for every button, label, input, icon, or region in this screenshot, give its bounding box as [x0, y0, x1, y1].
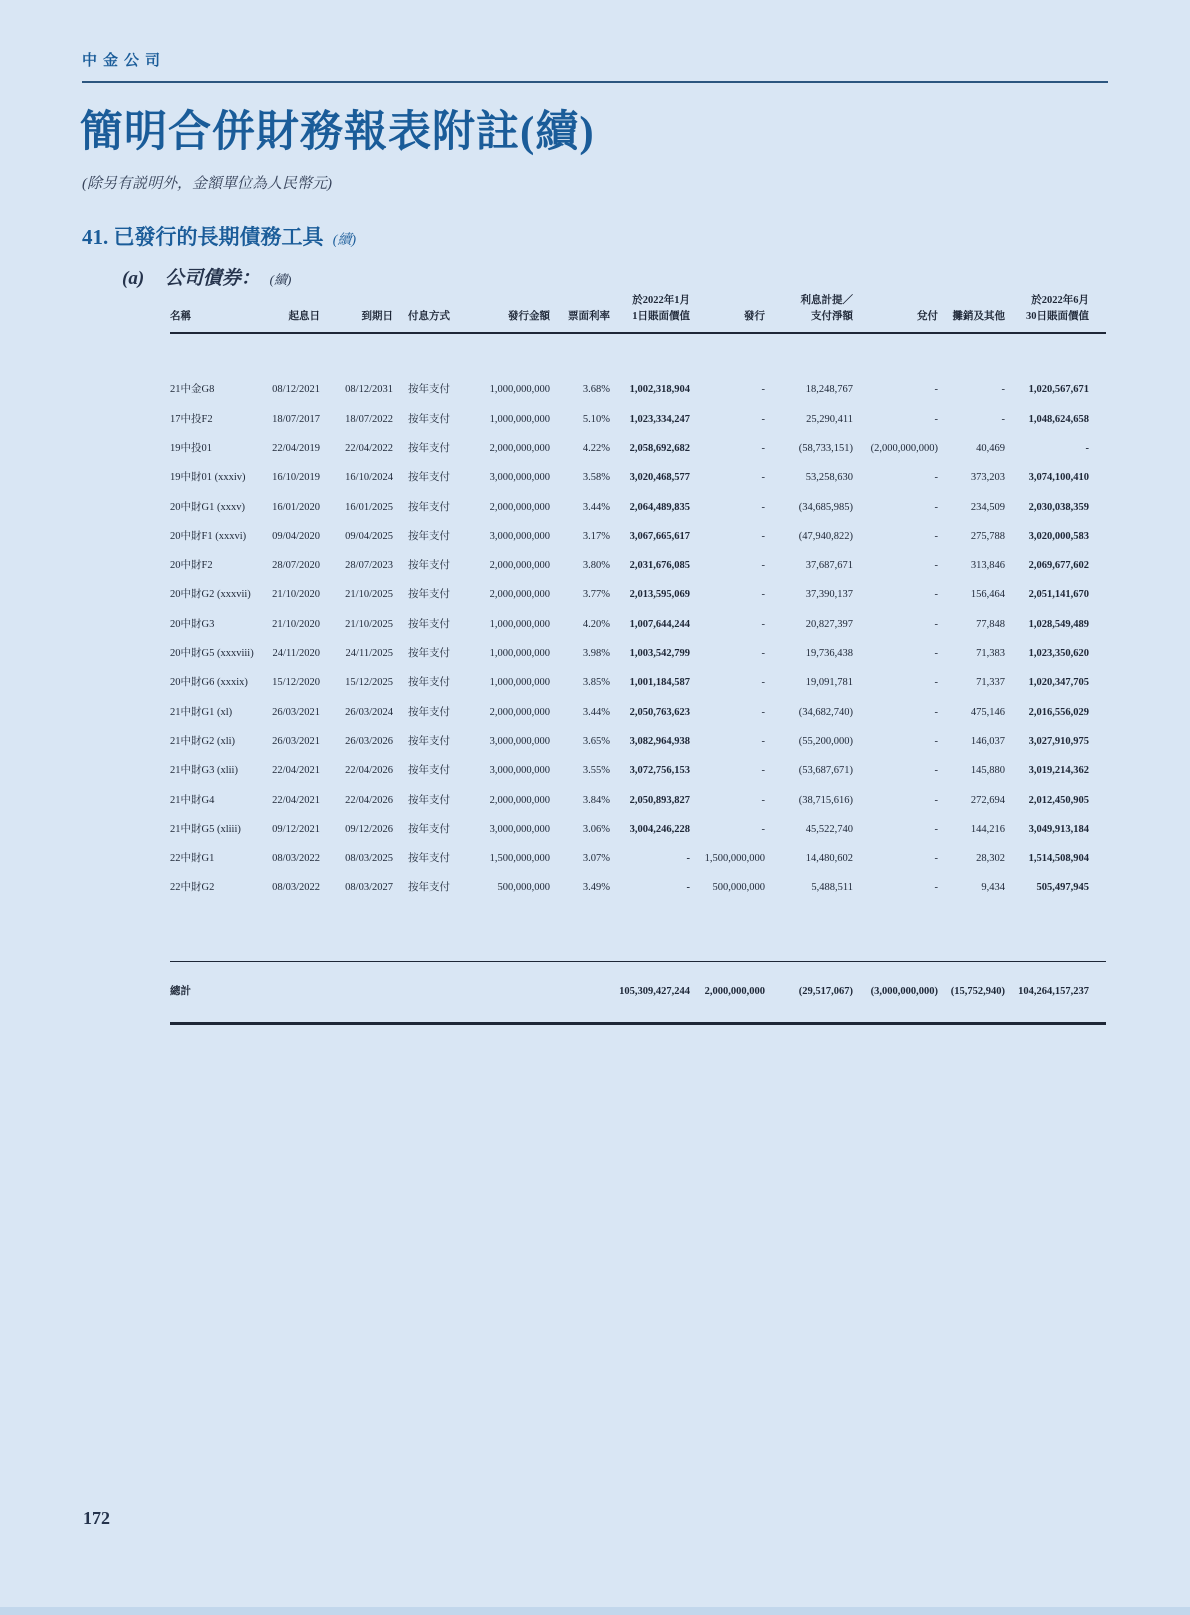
- table-cell: 按年支付: [408, 706, 450, 718]
- table-cell: -: [761, 794, 765, 806]
- column-header-line2: 攤銷及其他: [952, 311, 1005, 322]
- table-cell: 1,000,000,000: [489, 618, 550, 630]
- table-cell: 08/03/2025: [345, 853, 393, 865]
- table-cell: -: [934, 501, 938, 513]
- table-cell: 3.98%: [582, 648, 610, 660]
- table-cell: 16/01/2025: [345, 501, 393, 513]
- table-cell: 22/04/2019: [272, 442, 320, 454]
- table-cell: 26/03/2024: [345, 706, 393, 718]
- column-header-line2: 1日賬面價值: [632, 311, 690, 322]
- table-cell: -: [761, 560, 765, 572]
- table-cell: 2,000,000,000: [489, 501, 550, 513]
- table-cell: 26/03/2021: [272, 706, 320, 718]
- column-header: [266, 293, 320, 333]
- table-cell: 按年支付: [408, 501, 450, 513]
- table-row: [170, 464, 1106, 493]
- table-cell: 500,000,000: [497, 882, 550, 894]
- column-header-line2: 30日賬面價值: [1026, 311, 1089, 322]
- table-cell: 28/07/2020: [272, 560, 320, 572]
- table-cell: 1,007,644,244: [629, 618, 690, 630]
- table-cell: 20中財G3: [170, 618, 215, 630]
- column-header-line1: 於2022年6月: [1031, 295, 1089, 306]
- table-cell: 26/03/2021: [272, 735, 320, 747]
- table-cell: 28,302: [976, 853, 1005, 865]
- table-cell: 3,000,000,000: [489, 823, 550, 835]
- table-cell: 按年支付: [408, 472, 450, 484]
- table-cell: 145,880: [970, 765, 1005, 777]
- table-cell: -: [934, 765, 938, 777]
- table-cell: 20中財G1 (xxxv): [170, 501, 245, 513]
- table-cell: 2,030,038,359: [1028, 501, 1089, 513]
- table-cell: 按年支付: [408, 413, 450, 425]
- table-cell: 按年支付: [408, 765, 450, 777]
- table-cell: -: [934, 589, 938, 601]
- table-cell: 15/12/2025: [345, 677, 393, 689]
- table-cell: 475,146: [970, 706, 1005, 718]
- table-cell: 3,074,100,410: [1028, 472, 1089, 484]
- table-cell: 按年支付: [408, 530, 450, 542]
- column-header: [938, 293, 1005, 333]
- total-cell: [266, 962, 320, 1024]
- table-cell: 18/07/2022: [345, 413, 393, 425]
- table-cell: 08/03/2022: [272, 853, 320, 865]
- table-cell: -: [1085, 442, 1089, 454]
- column-header: [170, 293, 266, 333]
- table-cell: 3.80%: [582, 560, 610, 572]
- table-cell: 3.17%: [582, 530, 610, 542]
- table-row: [170, 493, 1106, 522]
- table-cell: -: [934, 706, 938, 718]
- table-row: [170, 845, 1106, 874]
- table-cell: 313,846: [970, 560, 1005, 572]
- table-cell: 25,290,411: [806, 413, 853, 425]
- column-header: [478, 293, 550, 333]
- table-cell: 22/04/2026: [345, 794, 393, 806]
- table-cell: 3,004,246,228: [629, 823, 690, 835]
- table-cell: 18/07/2017: [272, 413, 320, 425]
- table-cell: -: [934, 882, 938, 894]
- table-cell: 3.06%: [582, 823, 610, 835]
- table-cell: 21/10/2020: [272, 589, 320, 601]
- table-cell: 28/07/2023: [345, 560, 393, 572]
- section-continued-label: (續): [332, 233, 357, 248]
- table-cell: 2,050,763,623: [629, 706, 690, 718]
- table-cell: 1,001,184,587: [629, 677, 690, 689]
- total-cell: (15,752,940): [938, 962, 1005, 1024]
- table-cell: 77,848: [976, 618, 1005, 630]
- table-cell: 1,028,549,489: [1028, 618, 1089, 630]
- table-cell: 1,003,542,799: [629, 648, 690, 660]
- column-header-line2: 起息日: [288, 311, 320, 322]
- table-cell: 3.84%: [582, 794, 610, 806]
- table-row: [170, 581, 1106, 610]
- table-cell: 按年支付: [408, 853, 450, 865]
- table-cell: 3.55%: [582, 765, 610, 777]
- table-row: [170, 333, 1106, 405]
- table-cell: 2,000,000,000: [489, 589, 550, 601]
- table-cell: 19中投01: [170, 442, 212, 454]
- table-cell: -: [686, 882, 690, 894]
- table-cell: -: [761, 765, 765, 777]
- table-cell: 按年支付: [408, 735, 450, 747]
- total-cell: 104,264,157,237: [1005, 962, 1106, 1024]
- table-cell: -: [934, 618, 938, 630]
- table-cell: 2,000,000,000: [489, 794, 550, 806]
- table-cell: 3,000,000,000: [489, 735, 550, 747]
- table-cell: 18,248,767: [805, 384, 853, 396]
- table-cell: 24/11/2020: [272, 648, 320, 660]
- table-cell: 22中財G2: [170, 882, 215, 894]
- column-header-line2: 到期日: [361, 311, 393, 322]
- total-label: 總計: [170, 962, 266, 1024]
- table-cell: 16/10/2024: [345, 472, 393, 484]
- table-cell: -: [761, 501, 765, 513]
- table-row: [170, 669, 1106, 698]
- page-subtitle: (除另有説明外，金額單位為人民幣元): [82, 176, 332, 192]
- column-header: [550, 293, 610, 333]
- column-header-line2: 付息方式: [408, 311, 450, 322]
- table-cell: 按年支付: [408, 794, 450, 806]
- table-row: [170, 698, 1106, 727]
- table-cell: 20中財G5 (xxxviii): [170, 648, 254, 660]
- total-cell: [478, 962, 550, 1024]
- subsection-heading: [122, 263, 291, 290]
- table-cell: 5.10%: [582, 413, 610, 425]
- table-cell: 21/10/2025: [345, 589, 393, 601]
- table-cell: 3.58%: [582, 472, 610, 484]
- table-cell: 20中財F2: [170, 560, 213, 572]
- table-cell: 按年支付: [408, 677, 450, 689]
- table-total-row: [170, 962, 1106, 1024]
- table-cell: 3,019,214,362: [1028, 765, 1089, 777]
- table-cell: 2,013,595,069: [629, 589, 690, 601]
- table-cell: (55,200,000): [798, 735, 853, 747]
- table-cell: 09/12/2026: [345, 823, 393, 835]
- page-title: 簡明合併財務報表附註(續): [80, 109, 595, 156]
- table-cell: -: [1001, 413, 1005, 425]
- table-cell: 20中財F1 (xxxvi): [170, 530, 247, 542]
- table-cell: 71,337: [976, 677, 1005, 689]
- table-cell: 144,216: [970, 823, 1005, 835]
- table-cell: -: [934, 648, 938, 660]
- table-cell: -: [934, 413, 938, 425]
- table-cell: -: [761, 413, 765, 425]
- table-cell: 5,488,511: [811, 882, 853, 894]
- table-cell: 15/12/2020: [272, 677, 320, 689]
- table-cell: -: [934, 794, 938, 806]
- table-cell: 22中財G1: [170, 853, 215, 865]
- table-cell: -: [934, 530, 938, 542]
- column-header: [610, 293, 690, 333]
- table-cell: 按年支付: [408, 442, 450, 454]
- table-cell: 按年支付: [408, 882, 450, 894]
- table-cell: -: [761, 472, 765, 484]
- table-cell: 505,497,945: [1036, 882, 1089, 894]
- table-cell: 21中財G2 (xli): [170, 735, 236, 747]
- column-header-line2: 發行金額: [508, 311, 550, 322]
- table-cell: 16/01/2020: [272, 501, 320, 513]
- table-cell: 09/04/2025: [345, 530, 393, 542]
- table-cell: -: [934, 823, 938, 835]
- table-cell: 1,500,000,000: [489, 853, 550, 865]
- table-cell: (38,715,616): [798, 794, 853, 806]
- table-cell: -: [761, 735, 765, 747]
- table-cell: 3.49%: [582, 882, 610, 894]
- table-gap-row: [170, 903, 1106, 962]
- subsection-title: 公司債券：: [164, 268, 260, 289]
- section-number: 41.: [82, 225, 109, 249]
- table-cell: 26/03/2026: [345, 735, 393, 747]
- column-header: [853, 293, 938, 333]
- table-cell: 14,480,602: [805, 853, 853, 865]
- table-row: [170, 757, 1106, 786]
- table-cell: 1,002,318,904: [629, 384, 690, 396]
- table-cell: 1,000,000,000: [489, 413, 550, 425]
- column-header-line1: 利息計提／: [800, 295, 853, 306]
- table-cell: 2,000,000,000: [489, 560, 550, 572]
- table-cell: (2,000,000,000): [870, 442, 938, 454]
- total-cell: (3,000,000,000): [853, 962, 938, 1024]
- table-cell: 21中財G3 (xlii): [170, 765, 238, 777]
- table-cell: 22/04/2021: [272, 794, 320, 806]
- table-row: [170, 610, 1106, 639]
- table-cell: 按年支付: [408, 589, 450, 601]
- table-cell: -: [934, 677, 938, 689]
- table-cell: (58,733,151): [798, 442, 853, 454]
- table-cell: -: [934, 472, 938, 484]
- table-cell: 21中財G4: [170, 794, 215, 806]
- column-header-line1: 於2022年1月: [632, 295, 690, 306]
- table-cell: 3,049,913,184: [1028, 823, 1089, 835]
- table-cell: 20中財G2 (xxxvii): [170, 589, 251, 601]
- table-cell: 09/12/2021: [272, 823, 320, 835]
- total-cell: 2,000,000,000: [690, 962, 765, 1024]
- column-header-line2: 發行: [744, 311, 765, 322]
- table-cell: 1,514,508,904: [1028, 853, 1089, 865]
- subsection-continued-label: (續): [269, 272, 292, 287]
- table-row: [170, 522, 1106, 551]
- table-row: [170, 786, 1106, 815]
- table-cell: -: [934, 560, 938, 572]
- table-cell: 1,023,334,247: [629, 413, 690, 425]
- table-cell: 3.44%: [582, 706, 610, 718]
- table-cell: -: [761, 677, 765, 689]
- column-header: [690, 293, 765, 333]
- table-cell: 3,000,000,000: [489, 472, 550, 484]
- table-cell: 1,000,000,000: [489, 384, 550, 396]
- table-cell: 3,082,964,938: [629, 735, 690, 747]
- table-cell: -: [761, 648, 765, 660]
- total-cell: [393, 962, 478, 1024]
- company-name: 中金公司: [82, 53, 167, 69]
- table-cell: 146,037: [970, 735, 1005, 747]
- table-cell: 3,020,468,577: [629, 472, 690, 484]
- table-cell: 1,020,567,671: [1028, 384, 1089, 396]
- table-cell: 3,027,910,975: [1028, 735, 1089, 747]
- page-number: 172: [83, 1508, 110, 1528]
- table-cell: 09/04/2020: [272, 530, 320, 542]
- column-header: [1005, 293, 1106, 333]
- bottom-bar: [0, 1607, 1190, 1615]
- bonds-table: [170, 293, 1106, 1025]
- table-cell: 22/04/2026: [345, 765, 393, 777]
- table-cell: 37,687,671: [805, 560, 853, 572]
- table-cell: 19,736,438: [805, 648, 853, 660]
- column-header: [393, 293, 478, 333]
- table-cell: 3.44%: [582, 501, 610, 513]
- table-cell: 9,434: [981, 882, 1005, 894]
- table-cell: 按年支付: [408, 823, 450, 835]
- table-cell: 19,091,781: [805, 677, 853, 689]
- table-cell: 45,522,740: [805, 823, 853, 835]
- table-cell: 1,020,347,705: [1028, 677, 1089, 689]
- table-cell: 按年支付: [408, 384, 450, 396]
- table-cell: 21中金G8: [170, 384, 215, 396]
- table-cell: 3.85%: [582, 677, 610, 689]
- table-cell: 21中財G1 (xl): [170, 706, 233, 718]
- table-cell: 2,050,893,827: [629, 794, 690, 806]
- table-cell: -: [934, 735, 938, 747]
- column-header: [320, 293, 393, 333]
- table-cell: 08/12/2031: [345, 384, 393, 396]
- table-cell: 08/03/2027: [345, 882, 393, 894]
- table-cell: -: [761, 384, 765, 396]
- table-cell: 272,694: [970, 794, 1005, 806]
- table-cell: -: [934, 384, 938, 396]
- column-header-line2: 兌付: [917, 311, 938, 322]
- table-cell: 21/10/2020: [272, 618, 320, 630]
- table-cell: 53,258,630: [805, 472, 853, 484]
- table-cell: 71,383: [976, 648, 1005, 660]
- table-cell: (47,940,822): [798, 530, 853, 542]
- table-cell: 3.77%: [582, 589, 610, 601]
- table-cell: 22/04/2021: [272, 765, 320, 777]
- table-cell: 3.07%: [582, 853, 610, 865]
- table-cell: 234,509: [970, 501, 1005, 513]
- table-cell: -: [686, 853, 690, 865]
- table-cell: -: [761, 530, 765, 542]
- table-cell: 2,012,450,905: [1028, 794, 1089, 806]
- table-cell: 3.65%: [582, 735, 610, 747]
- table-cell: 按年支付: [408, 618, 450, 630]
- table-cell: 17中投F2: [170, 413, 213, 425]
- header-rule: [82, 81, 1108, 83]
- table-cell: 1,500,000,000: [704, 853, 765, 865]
- table-cell: 3,067,665,617: [629, 530, 690, 542]
- table-cell: 按年支付: [408, 560, 450, 572]
- table-cell: -: [761, 706, 765, 718]
- column-header-line2: 支付淨額: [811, 311, 853, 322]
- table-row: [170, 728, 1106, 757]
- total-cell: [550, 962, 610, 1024]
- table-row: [170, 815, 1106, 844]
- table-cell: 24/11/2025: [345, 648, 393, 660]
- table-cell: 1,048,624,658: [1028, 413, 1089, 425]
- table-cell: 2,064,489,835: [629, 501, 690, 513]
- table-cell: 275,788: [970, 530, 1005, 542]
- table-cell: 20,827,397: [805, 618, 853, 630]
- table-row: [170, 552, 1106, 581]
- column-header-line2: 票面利率: [568, 311, 610, 322]
- table-cell: 3.68%: [582, 384, 610, 396]
- table-cell: 1,000,000,000: [489, 648, 550, 660]
- table-row: [170, 435, 1106, 464]
- table-cell: 2,058,692,682: [629, 442, 690, 454]
- table-cell: 4.22%: [582, 442, 610, 454]
- table-header-row: [170, 293, 1106, 333]
- table-cell: 37,390,137: [805, 589, 853, 601]
- table-cell: 40,469: [976, 442, 1005, 454]
- table-cell: 1,000,000,000: [489, 677, 550, 689]
- table-row: [170, 640, 1106, 669]
- column-header: [765, 293, 853, 333]
- table-row: [170, 874, 1106, 903]
- table-cell: 22/04/2022: [345, 442, 393, 454]
- table-row: [170, 405, 1106, 434]
- table-cell: 16/10/2019: [272, 472, 320, 484]
- table-cell: 3,000,000,000: [489, 765, 550, 777]
- table-cell: 2,000,000,000: [489, 442, 550, 454]
- table-cell: 2,016,556,029: [1028, 706, 1089, 718]
- table-cell: (53,687,671): [798, 765, 853, 777]
- subsection-label: (a): [122, 268, 145, 289]
- table-cell: 1,023,350,620: [1028, 648, 1089, 660]
- table-cell: -: [934, 853, 938, 865]
- table-cell: 4.20%: [582, 618, 610, 630]
- table-cell: 20中財G6 (xxxix): [170, 677, 248, 689]
- table-cell: 156,464: [970, 589, 1005, 601]
- table-cell: -: [761, 442, 765, 454]
- total-cell: (29,517,067): [765, 962, 853, 1024]
- table-cell: 373,203: [970, 472, 1005, 484]
- table-cell: 21/10/2025: [345, 618, 393, 630]
- table-cell: 2,000,000,000: [489, 706, 550, 718]
- table-cell: 19中財01 (xxxiv): [170, 472, 246, 484]
- total-cell: [320, 962, 393, 1024]
- total-cell: 105,309,427,244: [610, 962, 690, 1024]
- table-cell: -: [1001, 384, 1005, 396]
- table-cell: 08/12/2021: [272, 384, 320, 396]
- table-cell: 2,069,677,602: [1028, 560, 1089, 572]
- table-cell: 按年支付: [408, 648, 450, 660]
- table-cell: -: [761, 618, 765, 630]
- table-cell: 2,031,676,085: [629, 560, 690, 572]
- table-cell: 3,072,756,153: [629, 765, 690, 777]
- column-header-line2: 名稱: [170, 311, 191, 322]
- table-cell: (34,682,740): [798, 706, 853, 718]
- table-cell: -: [761, 589, 765, 601]
- section-title: 已發行的長期債務工具: [113, 225, 324, 249]
- table-cell: (34,685,985): [798, 501, 853, 513]
- table-cell: 08/03/2022: [272, 882, 320, 894]
- table-cell: 3,020,000,583: [1028, 530, 1089, 542]
- table-cell: -: [761, 823, 765, 835]
- section-heading: [82, 221, 356, 251]
- table-cell: 500,000,000: [712, 882, 765, 894]
- table-cell: 2,051,141,670: [1028, 589, 1089, 601]
- table-cell: 3,000,000,000: [489, 530, 550, 542]
- table-cell: 21中財G5 (xliii): [170, 823, 241, 835]
